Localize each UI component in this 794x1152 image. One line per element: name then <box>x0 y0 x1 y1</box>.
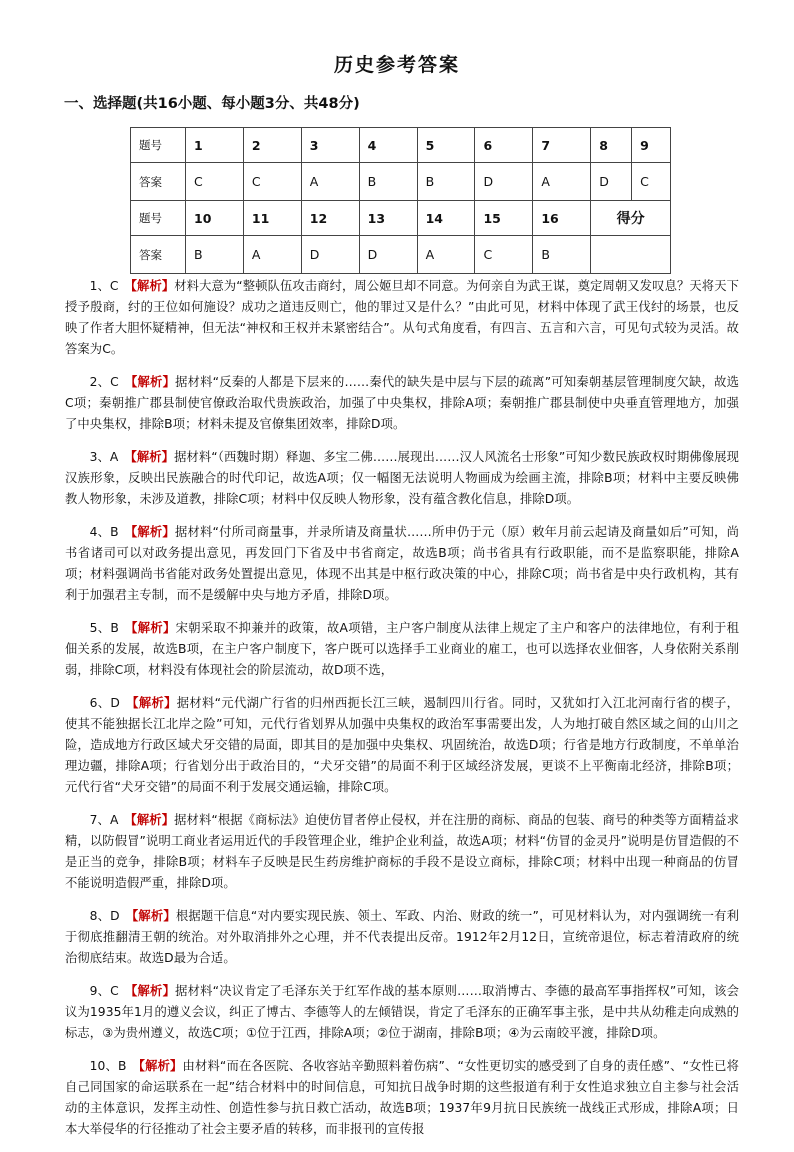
item-number: 1、C <box>89 279 119 293</box>
item-text: 据材料“决议肯定了毛泽东关于红军作战的基本原则……取消博古、李德的最高军事指挥权”可知，该会议为1935年1月的遵义会议，纠正了博古、李德等人的左倾错误，肯定了毛泽东的正确军事主张，是中共从幼稚走向成熟的标志，③为贵州遵义，故选C项；①位于江西，排除A项；②位于湖南，排除B项；④为云南皎平渡，排除D项。 <box>65 984 739 1040</box>
table-row <box>131 128 671 163</box>
explanation-item <box>65 618 739 681</box>
item-number: 2、C <box>89 375 119 389</box>
question-number: 10 <box>186 201 244 236</box>
analysis-tag: 【解析】 <box>124 450 175 464</box>
item-number: 4、B <box>89 525 119 539</box>
question-number: 16 <box>533 201 591 236</box>
item-number: 8、D <box>89 909 120 923</box>
answer-table <box>130 127 671 274</box>
score-cell <box>591 236 671 274</box>
item-number: 5、B <box>89 621 119 635</box>
item-number: 7、A <box>89 813 119 827</box>
answer-cell: D <box>359 236 417 274</box>
item-text: 据材料“根据《商标法》迫使仿冒者停止侵权，并在注册的商标、商品的包装、商号的种类等方面精益求精，以防假冒”说明工商业者运用近代的手段管理企业，维护企业利益，故选A项；材料“仿冒的金灵丹”说明是仿冒造假的不是正当的竞争，排除B项；材料车子反映是民生药房维护商标的手段不是设立商标，排除C项；材料中出现一种商品的仿冒不能说明造假严重，排除D项。 <box>65 813 739 890</box>
analysis-tag: 【解析】 <box>125 909 176 923</box>
answer-cell: B <box>359 163 417 201</box>
row-label: 答案 <box>131 236 186 274</box>
answer-cell: C <box>632 163 671 201</box>
explanation-item <box>65 906 739 969</box>
answer-cell: A <box>533 163 591 201</box>
explanation-item <box>65 276 739 360</box>
explanation-item <box>65 981 739 1044</box>
question-number: 5 <box>417 128 475 163</box>
question-number: 8 <box>591 128 632 163</box>
question-number: 2 <box>243 128 301 163</box>
answer-cell: D <box>301 236 359 274</box>
page-title: 历史参考答案 <box>333 54 460 76</box>
analysis-tag: 【解析】 <box>126 696 177 710</box>
question-number: 4 <box>359 128 417 163</box>
item-text: 宋朝采取不抑兼并的政策，故A项错，主户客户制度从法律上规定了主户和客户的法律地位，有利于租佃关系的发展，故选B项，在主户客户制度下，客户既可以选择手工业商业的雇工，也可以选择农业佃客，人身依附关系削弱，排除C项，材料没有体现社会的阶层流动，故D项不选， <box>65 621 740 677</box>
explanation-item <box>65 810 739 894</box>
answer-cell: A <box>417 236 475 274</box>
answer-cell: A <box>243 236 301 274</box>
answer-cell: B <box>533 236 591 274</box>
question-number: 1 <box>186 128 244 163</box>
item-number: 6、D <box>89 696 120 710</box>
score-label: 得分 <box>591 201 671 236</box>
item-number: 10、B <box>89 1059 127 1073</box>
explanation-item <box>65 522 739 606</box>
answer-cell: C <box>186 163 244 201</box>
table-row <box>131 163 671 201</box>
table-row <box>131 201 671 236</box>
question-number: 6 <box>475 128 533 163</box>
analysis-tag: 【解析】 <box>124 525 175 539</box>
explanations <box>65 276 739 1152</box>
row-label: 题号 <box>131 128 186 163</box>
item-number: 9、C <box>89 984 119 998</box>
question-number: 14 <box>417 201 475 236</box>
question-number: 13 <box>359 201 417 236</box>
section-heading: 一、选择题(共16小题、每小题3分、共48分) <box>64 96 360 112</box>
answer-cell: A <box>301 163 359 201</box>
item-text: 材料大意为“整顿队伍攻击商纣，周公姬旦却不同意。为何亲自为武王谋，奠定周朝又发叹息？天将天下授予殷商，纣的王位如何施设？成功之道违反则亡，他的罪过又是什么？”由此可见，材料中体现了武王伐纣的场景，也反映了作者大胆怀疑精神，但无法“神权和王权并未紧密结合”。从句式角度看，有四言、五言和六言，可见句式较为灵活。故答案为C。 <box>65 279 739 356</box>
explanation-item <box>65 372 739 435</box>
analysis-tag: 【解析】 <box>124 813 175 827</box>
item-number: 3、A <box>89 450 119 464</box>
answer-cell: D <box>591 163 632 201</box>
analysis-tag: 【解析】 <box>124 279 175 293</box>
explanation-item <box>65 447 739 510</box>
answer-cell: D <box>475 163 533 201</box>
item-text: 据材料“元代湖广行省的归州西扼长江三峡，遏制四川行省。同时，又犹如打入江北河南行省的楔子，使其不能独据长江北岸之险”可知，元代行省划界从加强中央集权的政治军事需要出发，人为地打破自然区域之间的山川之险，造成地方行政区域犬牙交错的局面，即其目的是加强中央集权、巩固统治，故选D项；行省是地方行政制度，不单单治理边疆，排除A项；行省划分出于政治目的，“犬牙交错”的局面不利于区域经济发展，更谈不上平衡南北经济，排除B项；元代行省“犬牙交错”的局面不利于发展交通运输，排除C项。 <box>65 696 739 794</box>
item-text: 据材料“反秦的人都是下层来的……秦代的缺失是中层与下层的疏离”可知秦朝基层管理制度欠缺，故选C项；秦朝推广郡县制使官僚政治取代贵族政治，加强了中央集权，排除A项；秦朝推广郡县制使中央垂直管理地方，加强了中央集权，排除B项；材料未提及官僚集团效率，排除D项。 <box>65 375 739 431</box>
question-number: 3 <box>301 128 359 163</box>
analysis-tag: 【解析】 <box>132 1059 183 1073</box>
question-number: 7 <box>533 128 591 163</box>
row-label: 题号 <box>131 201 186 236</box>
answer-cell: C <box>475 236 533 274</box>
answer-cell: B <box>417 163 475 201</box>
explanation-item <box>65 1056 739 1140</box>
row-label: 答案 <box>131 163 186 201</box>
question-number: 11 <box>243 201 301 236</box>
question-number: 15 <box>475 201 533 236</box>
item-text: 据材料“付所司商量事，并录所请及商量状……所申仍于元（原）敕年月前云起请及商量如后”可知，尚书省诸司可以对政务提出意见，再发回门下省及中书省商定，故选B项；尚书省具有行政职能，而不是监察职能，排除A项；材料强调尚书省能对政务处置提出意见，体现不出其是中枢行政决策的中心，排除C项；尚书省是中央行政机构，其有利于加强君主专制，而不是缓解中央与地方矛盾，排除D项。 <box>65 525 740 602</box>
answer-cell: C <box>243 163 301 201</box>
item-text: 据材料“（西魏时期）释迦、多宝二佛……展现出……汉人风流名士形象”可知少数民族政权时期佛像展现汉族形象，反映出民族融合的时代印记，故选A项；仅一幅图无法说明人物画成为绘画主流，排除B项；材料中主要反映佛教人物形象，未涉及道教，排除C项；材料中仅反映人物形象，没有蕴含教化信息，排除D项。 <box>65 450 740 506</box>
analysis-tag: 【解析】 <box>125 984 176 998</box>
analysis-tag: 【解析】 <box>125 621 176 635</box>
item-text: 根据题干信息“对内要实现民族、领土、军政、内治、财政的统一”，可见材料认为，对内强调统一有利于彻底推翻清王朝的统治。对外取消排外之心理，并不代表提出反帝。1912年2月12日，宣统帝退位，标志着清政府的统治彻底结束。故选D最为合适。 <box>65 909 740 965</box>
table-row <box>131 236 671 274</box>
answer-cell: B <box>186 236 244 274</box>
explanation-item <box>65 693 739 798</box>
question-number: 9 <box>632 128 671 163</box>
analysis-tag: 【解析】 <box>125 375 176 389</box>
item-text: 由材料“而在各医院、各收容站辛勤照料着伤病”、“女性更切实的感受到了自身的责任感”、“女性已将自己同国家的命运联系在一起”结合材料中的时间信息，可知抗日战争时期的这些报道有利于女性追求独立自主参与社会活动的主体意识，发挥主动性、创造性参与抗日救亡活动，故选B项；1937年9月抗日民族统一战线正式形成，排除A项；日本大举侵华的行径推动了社会主要矛盾的转移，而非报刊的宣传报 <box>65 1059 739 1136</box>
question-number: 12 <box>301 201 359 236</box>
